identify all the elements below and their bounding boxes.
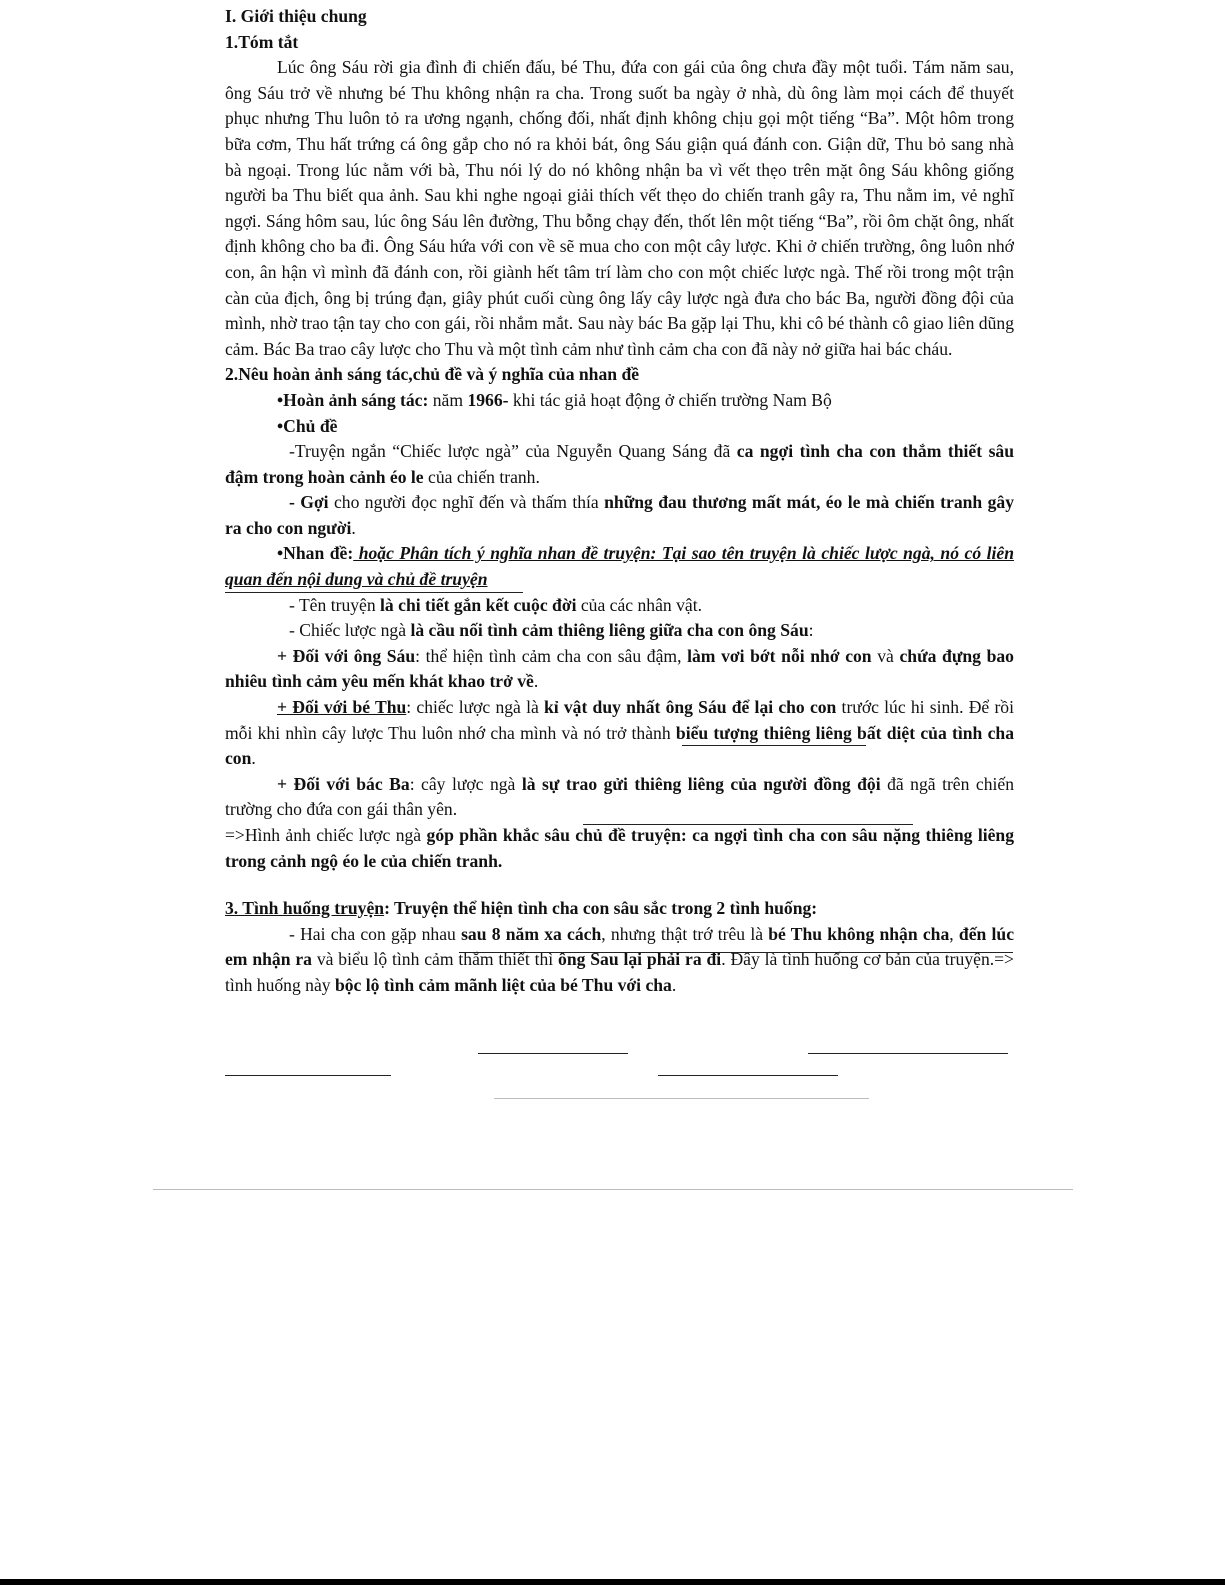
- spacer: [225, 874, 1014, 896]
- text: - Tên truyện: [289, 594, 381, 615]
- text-bold: 3. Tình huống truyện: [225, 898, 385, 919]
- text: đã ngã trên chiến trường cho đứa con gái thân yên.: [225, 773, 1014, 820]
- underline-stroke: [682, 745, 866, 746]
- theme-point-2: [225, 490, 1014, 541]
- text: và: [871, 645, 900, 666]
- text-bold: + Đối với bé Thu: [277, 697, 407, 718]
- text-bold: ca ngợi tình cha con thắm thiết sâu đậm trong hoàn cảnh éo le: [225, 441, 1015, 487]
- section-heading: I. Giới thiệu chung: [225, 6, 367, 26]
- divider-line: [494, 1098, 869, 1099]
- text: .: [533, 671, 539, 692]
- text: khi tác giả hoạt động ở chiến trường Nam Bộ: [508, 389, 832, 410]
- underline-stroke: [478, 1053, 628, 1054]
- text: =>Hình ảnh chiếc lược ngà: [225, 825, 427, 845]
- text-bold: kỉ vật duy nhất ông Sáu để lại cho con: [544, 697, 837, 718]
- text-bold: chứa đựng bao nhiêu tình cảm yêu mến khát khao trở về: [225, 645, 1014, 692]
- text: và biểu lộ tình cảm thắm thiết thì: [311, 949, 559, 970]
- text: :: [808, 620, 814, 641]
- underline-stroke: [808, 1053, 1008, 1054]
- composition-label: •Hoàn ảnh sáng tác:: [277, 389, 429, 410]
- text-bold: góp phần khắc sâu chủ đề truyện: ca ngợi tình cha con: [426, 825, 847, 845]
- text-bold: ông Sau lại phải ra đi: [558, 949, 722, 970]
- composition-year: 1966-: [467, 389, 509, 410]
- text: ,: [949, 923, 959, 944]
- text: - Hai cha con gặp nhau: [289, 923, 462, 944]
- text-bold: sau 8 năm xa cách: [461, 923, 602, 944]
- document-page: [225, 4, 1014, 999]
- text: của các nhân vật.: [576, 594, 702, 615]
- summary-paragraph: Lúc ông Sáu rời gia đình đi chiến đấu, bé Thu, đứa con gái của ông chưa đầy một tuổi. Tám năm sau, ông Sáu trở về nhưng bé Thu không nhận ra cha. Trong suốt ba ngày ở nhà, dù ông làm mọi cách để thuyết phục nhưng Thu luôn tỏ ra ương ngạnh, chống đối, nhất định không chịu gọi một tiếng “Ba”. Một hôm trong bữa cơm, Thu hất trứng cá ông gắp cho nó ra khỏi bát, ông Sáu giận quá đánh con. Giận dữ, Thu bỏ sang nhà bà ngoại. Trong lúc nằm với bà, Thu nói lý do nó không nhận ba vì vết thẹo trên mặt ông Sáu không giống người ba Thu biết qua ảnh. Sau khi nghe ngoại giải thích vết thẹo do chiến tranh gây ra, Thu nằm im, vẻ nghĩ ngợi. Sáng hôm sau, lúc ông Sáu lên đường, Thu bỗng chạy đến, thốt lên một tiếng “Ba”, rồi ôm chặt ông, nhất định không cho ba đi. Ông Sáu hứa với con về sẽ mua cho con một cây lược. Khi ở chiến trường, ông luôn nhớ con, ân hận vì mình đã đánh con, rồi giành hết tâm trí làm cho con một chiếc lược ngà. Thế rồi trong một trận càn của địch, ông bị trúng đạn, giây phút cuối cùng ông lấy cây lược ngà đưa cho bác Ba, người đồng đội của mình, nhờ trao tận tay cho con gái, rồi nhắm mắt. Sau này bác Ba gặp lại Thu, khi cô bé thành cô giao liên dũng cảm. Bác Ba trao cây lược cho Thu và một tình cảm như tình cảm cha con đã này nở giữa hai bác cháu.: [225, 57, 1014, 359]
- situation-paragraph: [225, 922, 1014, 999]
- context-heading: 2.Nêu hoàn ảnh sáng tác,chủ đề và ý nghĩa của nhan đề: [225, 364, 640, 385]
- text: .: [251, 748, 256, 769]
- text: năm: [428, 389, 468, 410]
- bottom-bar: [0, 1579, 1225, 1585]
- underline-stroke: [583, 824, 913, 825]
- text-bold: biểu tượng thiêng liêng bất diệt của tình cha con: [225, 722, 1014, 769]
- text: : cây lược ngà: [409, 773, 522, 794]
- page-divider: [153, 1189, 1073, 1190]
- underline-stroke: [658, 1075, 838, 1076]
- text-bold: + Đối với bác Ba: [277, 773, 410, 794]
- title-meaning-question: hoặc Phân tích ý nghĩa nhan đề truyện: Tại sao tên truyện là chiếc lược ngà, nó có liên quan đến nội dung và chủ đề truyện: [225, 543, 1014, 590]
- point-be-thu: [225, 695, 1014, 772]
- text: : chiếc lược ngà là: [406, 697, 544, 718]
- text: - Chiếc lược ngà: [289, 620, 411, 641]
- text-bold: - Gợi: [289, 492, 329, 513]
- text-bold: bộc lộ tình cảm mãnh liệt của bé Thu với cha: [334, 974, 672, 995]
- text: của chiến tranh.: [423, 466, 540, 487]
- composition-context: [225, 388, 1014, 414]
- text: .: [671, 974, 677, 995]
- text: trước lúc hi sinh. Để rồi mỗi khi nhìn cây lược Thu luôn nhớ cha mình và nó trở thành: [225, 697, 1014, 743]
- title-point-2: [225, 618, 1014, 644]
- title-meaning-label: •Nhan đề:: [277, 543, 354, 564]
- point-bac-ba: [225, 772, 1014, 823]
- text: -Truyện ngắn “Chiếc lược ngà” của Nguyễn Quang Sáng đã: [289, 441, 737, 462]
- text: .: [351, 517, 356, 538]
- text: . Đây là tình huống cơ bản của truyện.=> tình huống này: [225, 949, 1014, 995]
- text-bold: là sự trao gửi thiêng liêng của người đồng đội: [521, 773, 881, 794]
- text-bold: + Đối với ông Sáu: [277, 645, 416, 666]
- text-bold: đến lúc em nhận ra: [225, 923, 1014, 970]
- underline-stroke: [225, 592, 523, 593]
- text-bold: : Truyện thể hiện tình cha con sâu sắc trong 2 tình huống:: [384, 898, 818, 919]
- text: , nhưng thật trớ trêu là: [601, 923, 769, 944]
- theme-heading: •Chủ đề: [277, 415, 338, 436]
- theme-point-1: [225, 439, 1014, 490]
- underline-stroke: [459, 952, 1013, 953]
- title-point-1: [225, 593, 1014, 619]
- text: : thể hiện tình cảm cha con sâu đậm,: [415, 645, 688, 666]
- text-bold: là cầu nối tình cảm thiêng liêng giữa cha con ông Sáu: [410, 620, 809, 641]
- underline-stroke: [225, 1075, 391, 1076]
- text-bold: sâu nặng thiêng liêng trong cảnh ngộ éo le của chiến tranh.: [225, 825, 1015, 871]
- summary-heading: 1.Tóm tắt: [225, 31, 299, 52]
- conclusion: [225, 823, 1014, 874]
- situation-heading: [225, 896, 1014, 922]
- text-bold: là chi tiết gắn kết cuộc đời: [380, 594, 577, 615]
- text-bold: bé Thu không nhận cha: [768, 923, 950, 944]
- text-bold: làm vơi bớt nỗi nhớ con: [687, 645, 872, 666]
- title-meaning: [225, 541, 1014, 592]
- point-ong-sau: [225, 644, 1014, 695]
- text: cho người đọc nghĩ đến và thấm thía: [328, 492, 605, 513]
- text-bold: những đau thương mất mát, éo le mà chiến tranh gây ra cho con người: [225, 492, 1014, 538]
